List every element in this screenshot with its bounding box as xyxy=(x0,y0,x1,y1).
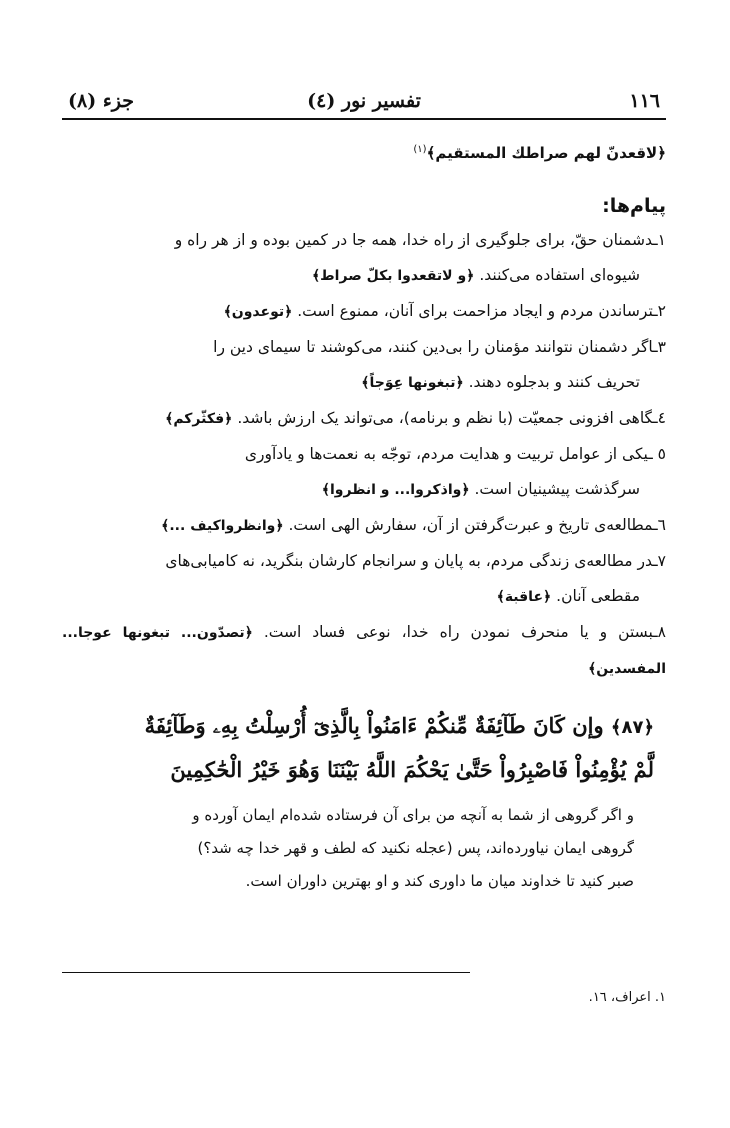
message-item xyxy=(62,223,666,294)
message-text: ترساندن مردم و ایجاد مزاحمت برای آنان، ممنوع است. xyxy=(297,302,654,320)
message-text: مطالعه‌ی تاریخ و عبرت‌گرفتن از آن، سفارش الهی است. xyxy=(288,516,654,534)
opening-quote-text: ﴿لاقعدنّ لهم صراطك المستقيم﴾ xyxy=(426,144,666,162)
page-number: ١١٦ xyxy=(629,90,660,112)
quran-reference: ﴿فكثّركم﴾ xyxy=(165,411,233,427)
message-text: بستن و یا منحرف نمودن راه خدا، نوعی فساد است. xyxy=(263,623,654,641)
page-header xyxy=(62,82,666,120)
message-number: ٣ـ xyxy=(653,338,666,356)
message-item xyxy=(62,508,666,544)
footnote-mark: (١) xyxy=(413,144,427,155)
message-number: ١ـ xyxy=(653,231,666,249)
message-text: یکی از عوامل تربیت و هدایت مردم، توجّه به نعمت‌ها و یادآوری xyxy=(244,445,649,463)
page xyxy=(62,82,666,1005)
footnote-divider xyxy=(62,972,470,973)
message-item xyxy=(62,437,666,508)
message-text: گاهی افزونی جمعیّت (با نظم و برنامه)، می‌تواند یک ارزش باشد. xyxy=(237,409,654,427)
verse-translation xyxy=(62,799,666,898)
message-text: اگر دشمنان نتوانند مؤمنان را بی‌دین کنند، می‌کوشند تا سیمای دین را xyxy=(213,338,654,356)
quran-reference: ﴿تبغونها عِوَجاً﴾ xyxy=(361,375,464,391)
running-title: تفسیر نور (٤) xyxy=(307,90,421,112)
message-number: ٥ ـ xyxy=(648,445,666,463)
message-number: ٦ـ xyxy=(653,516,666,534)
verse-number: ﴿٨٧﴾ xyxy=(610,717,654,738)
quran-reference: ﴿وانظرواكيف ...﴾ xyxy=(161,518,284,534)
message-text: دشمنان حقّ، برای جلوگیری از راه خدا، همه جا در کمین بوده و از هر راه و xyxy=(174,231,654,249)
quran-reference: ﴿تصدّون... تبغونها عوجا... المفسدين﴾ xyxy=(62,625,666,677)
quran-reference: ﴿عاقبة﴾ xyxy=(496,589,552,605)
footnote: ١. اعراف، ١٦. xyxy=(588,990,666,1005)
message-text-cont: شیوه‌ای استفاده می‌کنند. xyxy=(479,266,640,284)
message-item xyxy=(62,544,666,615)
message-text-cont: سرگذشت پیشینیان است. xyxy=(474,480,640,498)
translation-line: صبر کنید تا خداوند میان ما داوری کند و او بهترین داوران است. xyxy=(245,872,634,890)
message-number: ٨ـ xyxy=(653,623,666,641)
message-item xyxy=(62,401,666,437)
message-item xyxy=(62,294,666,330)
opening-quote xyxy=(62,136,666,167)
verse-line: لَّمْ يُؤْمِنُواْ فَاصْبِرُواْ حَتَّىٰ يَحْكُمَ اللَّهُ بَيْنَنَا وَهُوَ خَيْرُ الْحَٰكِمِينَ xyxy=(170,757,654,782)
quran-reference: ﴿واذكروا... و انظروا﴾ xyxy=(321,482,470,498)
juz-label: جزء (٨) xyxy=(68,90,134,112)
message-item xyxy=(62,330,666,401)
message-number: ٢ـ xyxy=(653,302,666,320)
translation-line: گروهی ایمان نیاورده‌اند، پس (عجله نکنید که لطف و قهر خدا چه شد؟) xyxy=(197,839,634,857)
quran-verse xyxy=(62,705,666,791)
messages-list xyxy=(62,223,666,687)
message-text-cont: مقطعی آنان. xyxy=(556,587,640,605)
verse-line: وإن كَانَ طَآئِفَةٌ مِّنكُمْ ءَامَنُواْ بِالَّذِىٓ أُرْسِلْتُ بِهِۦ وَطَآئِفَةٌ xyxy=(144,713,604,738)
message-number: ٤ـ xyxy=(653,409,666,427)
translation-line: و اگر گروهی از شما به آنچه من برای آن فرستاده شده‌ام ایمان آورده و xyxy=(192,806,634,824)
message-number: ٧ـ xyxy=(653,552,666,570)
quran-reference: ﴿توعدون﴾ xyxy=(223,304,293,320)
message-text-cont: تحریف کنند و بدجلوه دهند. xyxy=(468,373,640,391)
section-title: پیام‌ها: xyxy=(602,195,666,217)
quran-reference: ﴿و لاتقعدوا بكلّ صراط﴾ xyxy=(311,268,475,284)
message-item xyxy=(62,615,666,687)
message-text: در مطالعه‌ی زندگی مردم، به پایان و سرانجام کارشان بنگرید، نه کامیابی‌های xyxy=(165,552,654,570)
